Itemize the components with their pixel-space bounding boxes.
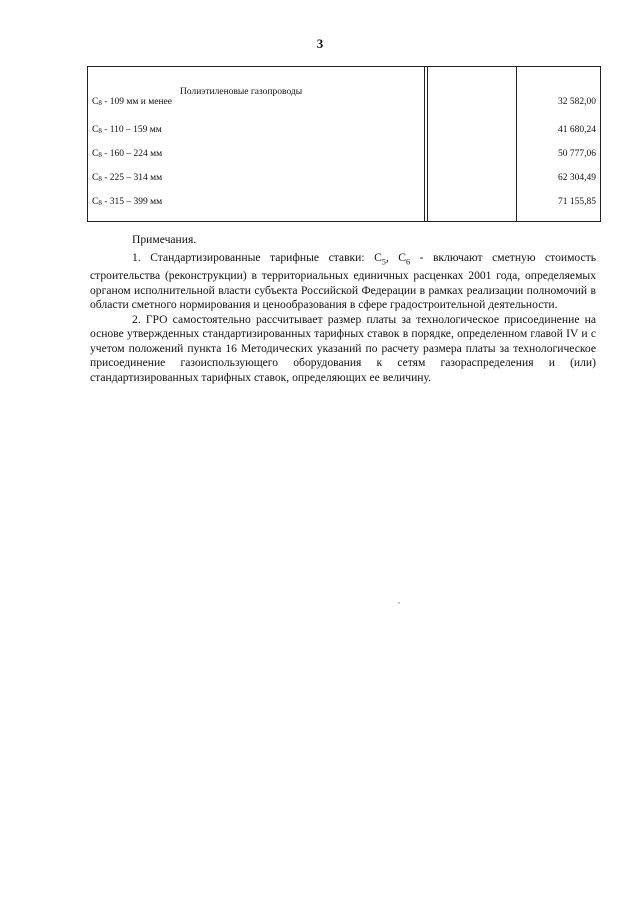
tariff-table (87, 66, 601, 222)
table-row-label: $C_8 - 225 - 314$ мм (92, 173, 163, 183)
table-row-value: 41 680,24 (558, 125, 596, 135)
note-2: 2. ГРО самостоятельно рассчитывает размер платы за технологическое присоединение на основе утвержденных стандартизированных тарифных ставок в порядке, определенном главой IV и с учетом положений пункта 16 Методических указаний по расчету размера платы за технологическое присоединение газоиспользующего оборудования к сетям газораспределения и (или) стандартизированных тарифных ставок, определяющих ее величину. (90, 312, 596, 384)
notes-section (90, 233, 596, 385)
table-column-divider (424, 67, 425, 221)
table-row-value: 62 304,49 (558, 173, 596, 183)
table-row-label: $C_8 - 315 - 399$ мм (92, 197, 163, 207)
table-row-value: 71 155,85 (558, 197, 596, 207)
table-row-value: 50 777,06 (558, 149, 596, 159)
notes-title: Примечания. (132, 233, 197, 246)
table-row-label: $C_8 - 109$ мм и менее (92, 97, 172, 107)
table-row-label: $C_8 - 110 - 159$ мм (92, 125, 162, 135)
table-row-label: $C_8 - 160 - 224$ мм (92, 149, 163, 159)
note-1: 1. Стандартизированные тарифные ставки: $C_5$, $C_6$ - включают сметную стоимость строительства (реконструкции) в территориальных единичных расценках 2001 года, определяемых органом исполнительной власти субъекта Российской Федерации в рамках реализации полномочий в области сметного нормирования и ценообразования в сфере градостроительной деятельности. (90, 250, 596, 312)
table-column-divider (516, 67, 517, 221)
table-row-value: 32 582,00 (558, 97, 596, 107)
table-column-divider (427, 67, 428, 221)
page-number: 3 (316, 36, 324, 51)
table-section-heading: Полиэтиленовые газопроводы (180, 87, 303, 97)
scan-mark: , (398, 596, 400, 605)
